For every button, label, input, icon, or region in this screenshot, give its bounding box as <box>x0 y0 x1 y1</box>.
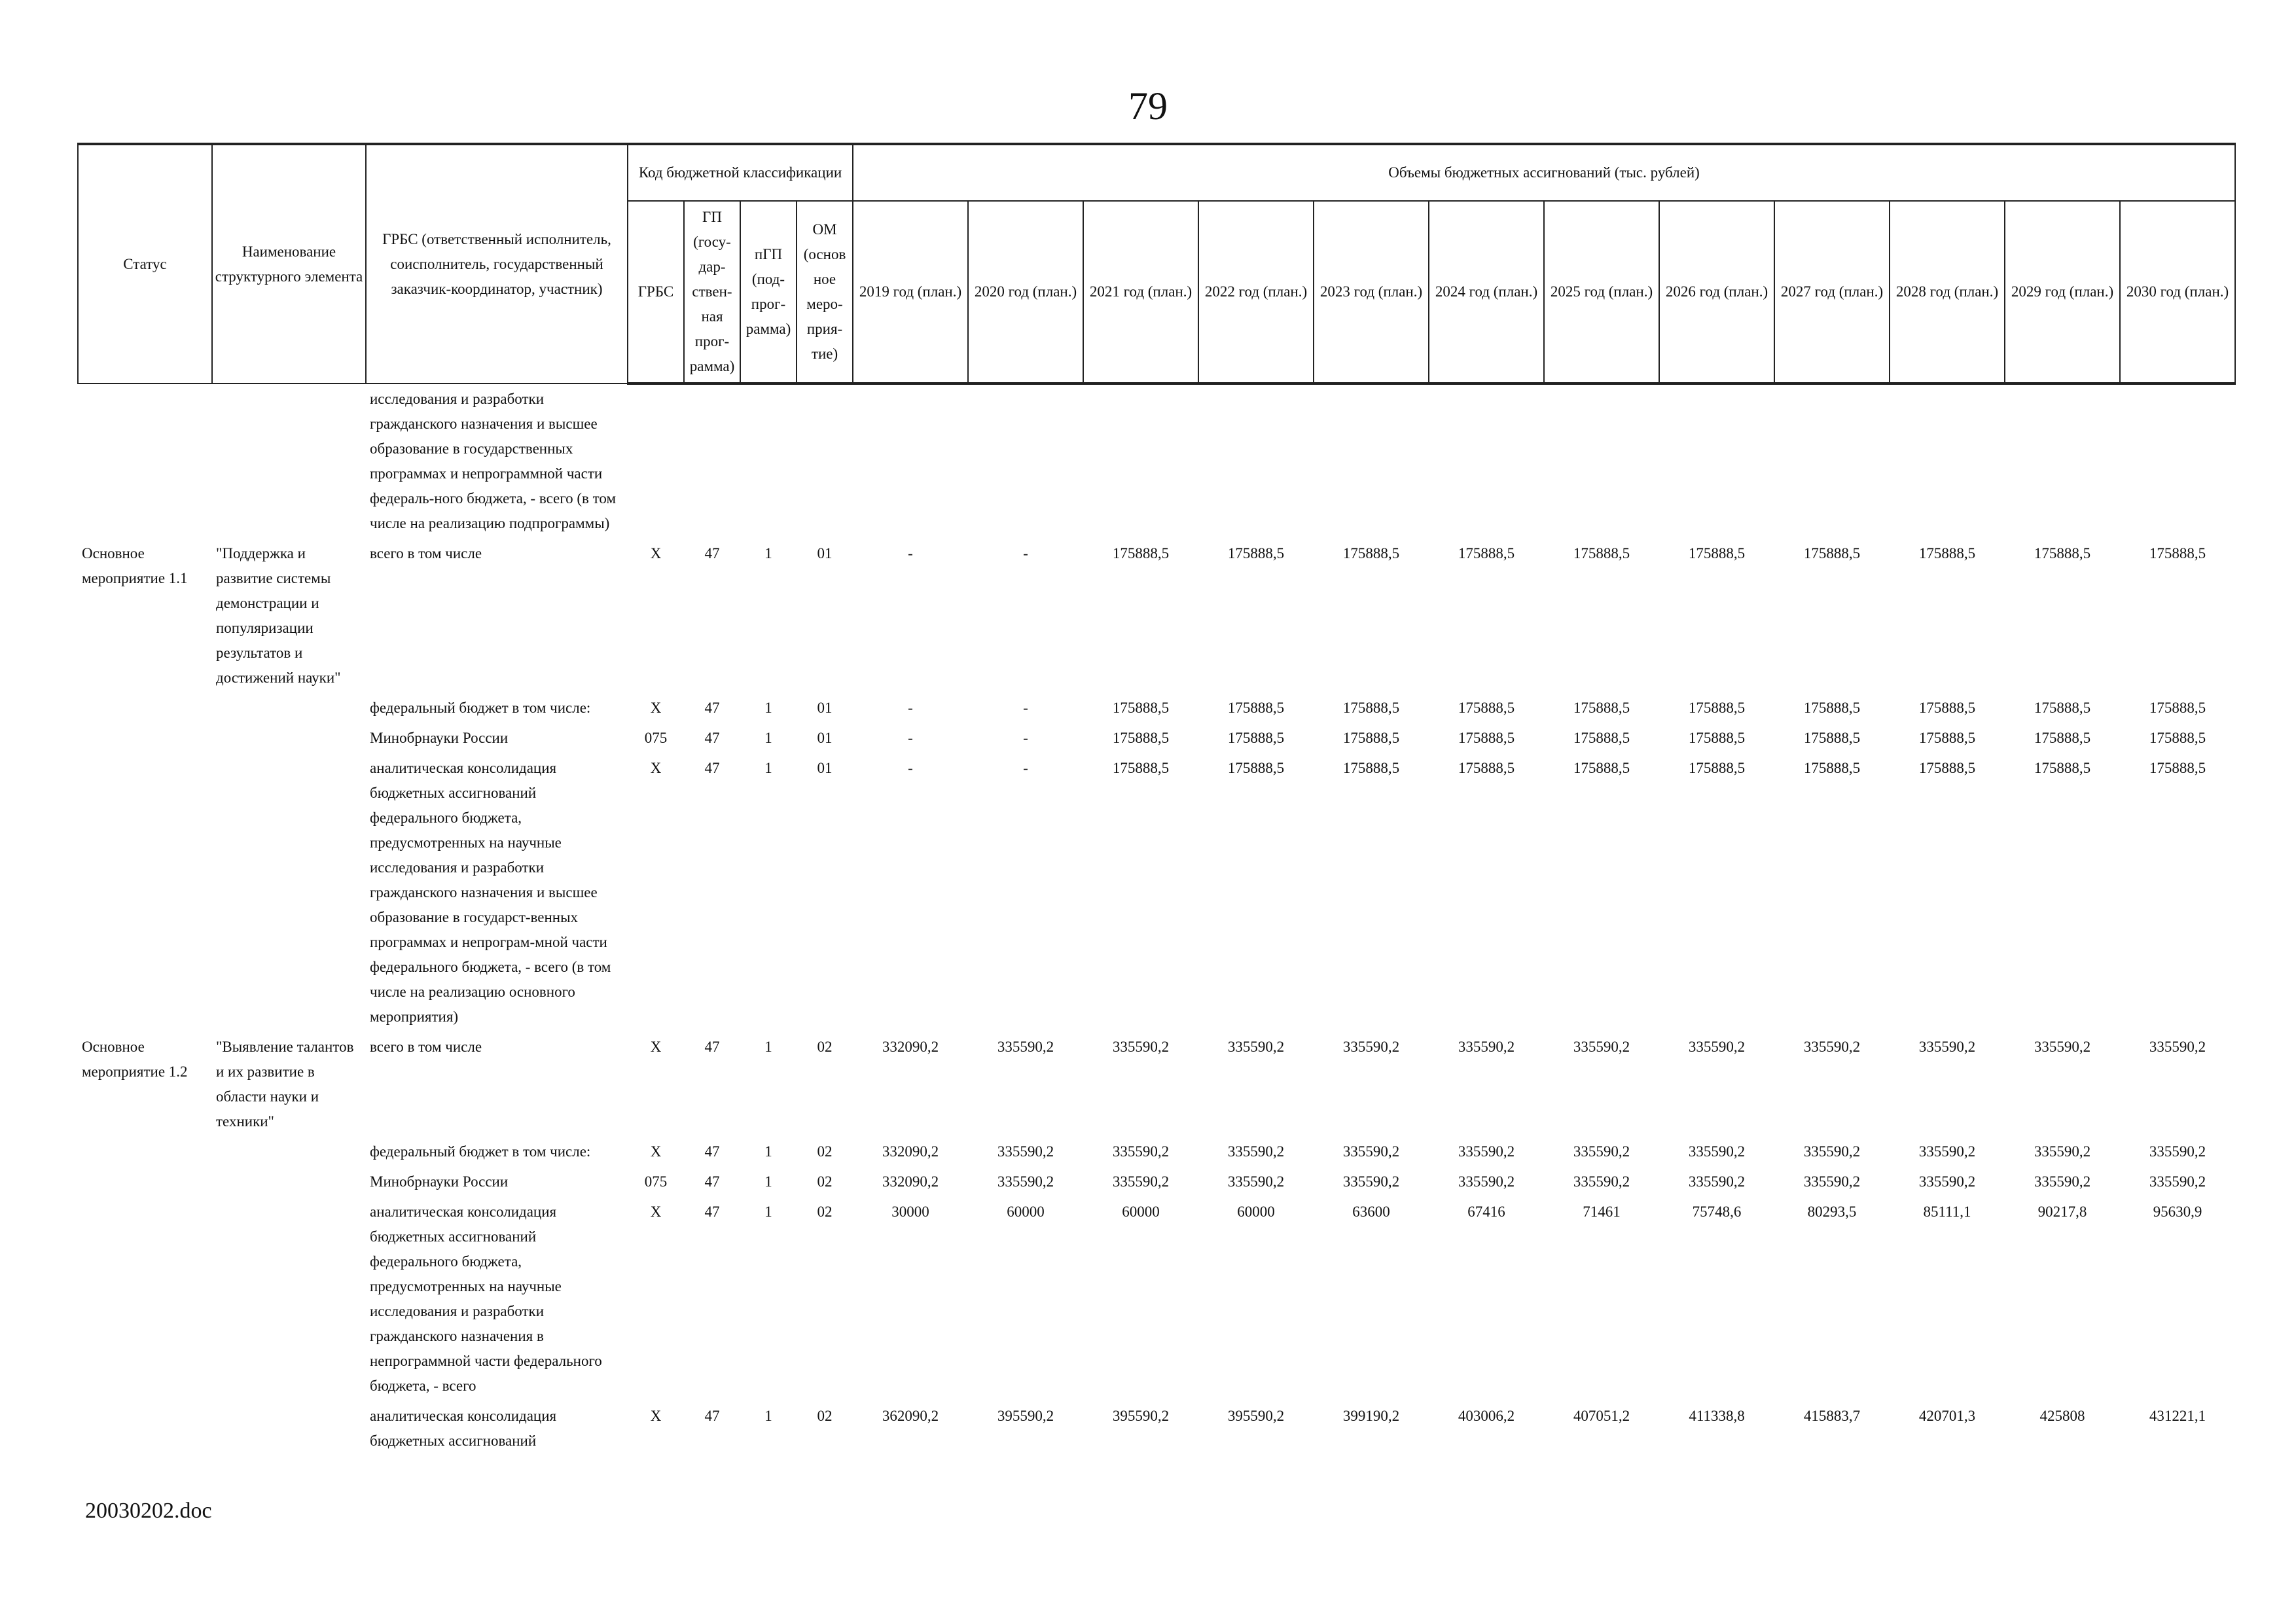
cell-om: 01 <box>817 730 833 746</box>
cell-value: 335590,2 <box>1458 1173 1515 1190</box>
cell-value: 175888,5 <box>1918 545 1976 562</box>
table-header <box>78 144 2235 383</box>
header-grbs-full: ГРБС (ответственный исполнитель, соисполнитель, государственный заказчик-координатор, участник) <box>366 144 628 383</box>
cell-value: 175888,5 <box>1573 545 1630 562</box>
table-row <box>78 1167 2235 1197</box>
cell-name <box>212 1167 366 1197</box>
cell-description: всего в том числе <box>370 1039 482 1055</box>
cell-value: 415883,7 <box>1803 1408 1861 1424</box>
cell-value: 335590,2 <box>1573 1039 1630 1055</box>
cell-value: 85111,1 <box>1923 1204 1971 1220</box>
header-year: 2027 год (план.) <box>1774 201 1890 383</box>
cell-grbs: 075 <box>644 730 668 746</box>
cell-value: 399190,2 <box>1342 1408 1400 1424</box>
table-row <box>78 1197 2235 1401</box>
cell-status <box>78 383 212 539</box>
cell-description: федеральный бюджет в том числе: <box>370 700 591 716</box>
cell-value: 175888,5 <box>1458 730 1515 746</box>
cell-name <box>212 1197 366 1401</box>
header-om: ОМ (основ ное меро-прия-тие) <box>797 201 853 383</box>
cell-grbs: X <box>650 760 662 776</box>
cell-value <box>1314 383 1429 539</box>
cell-description: всего в том числе <box>370 545 482 562</box>
cell-description: федеральный бюджет в том числе: <box>370 1143 591 1160</box>
cell-value: - <box>1023 730 1028 746</box>
cell-value: 175888,5 <box>1112 730 1170 746</box>
cell-value: 63600 <box>1352 1204 1390 1220</box>
cell-value <box>1544 383 1659 539</box>
cell-pgp: 1 <box>764 1039 772 1055</box>
cell-value: 175888,5 <box>1227 700 1285 716</box>
header-status: Статус <box>78 144 212 383</box>
cell-om: 02 <box>817 1204 833 1220</box>
cell-value: 335590,2 <box>2034 1143 2091 1160</box>
cell-gp: 47 <box>704 1204 720 1220</box>
cell-pgp: 1 <box>764 1143 772 1160</box>
cell-value: 80293,5 <box>1807 1204 1857 1220</box>
cell-value: 175888,5 <box>1227 730 1285 746</box>
cell-value: 335590,2 <box>2034 1039 2091 1055</box>
table-row <box>78 753 2235 1032</box>
cell-om: 02 <box>817 1173 833 1190</box>
cell-value: 403006,2 <box>1458 1408 1515 1424</box>
cell-value: 335590,2 <box>2034 1173 2091 1190</box>
cell-value: 335590,2 <box>2149 1173 2206 1190</box>
cell-grbs: X <box>650 700 662 716</box>
cell-value: 175888,5 <box>1342 545 1400 562</box>
cell-value: 175888,5 <box>1573 730 1630 746</box>
cell-value: 60000 <box>1237 1204 1275 1220</box>
cell-om: 01 <box>817 760 833 776</box>
cell-grbs: X <box>650 1408 662 1424</box>
cell-value: 332090,2 <box>882 1173 939 1190</box>
cell-pgp: 1 <box>764 1173 772 1190</box>
cell-gp: 47 <box>704 1408 720 1424</box>
header-year: 2028 год (план.) <box>1890 201 2005 383</box>
cell-value: 175888,5 <box>1227 760 1285 776</box>
cell-value: 431221,1 <box>2149 1408 2206 1424</box>
header-code-group: Код бюджетной классификации <box>628 144 853 201</box>
cell-pgp: 1 <box>764 545 772 562</box>
cell-value: 175888,5 <box>1918 760 1976 776</box>
table-row <box>78 693 2235 723</box>
table-row <box>78 1401 2235 1456</box>
cell-description: исследования и разработки гражданского назначения и высшее образование в государственных программах и непрограммной части федераль-ного бюджета, - всего (в том числе на реализацию подпрограммы) <box>370 391 617 531</box>
cell-grbs: X <box>650 1143 662 1160</box>
cell-value: 335590,2 <box>1918 1143 1976 1160</box>
cell-gp: 47 <box>704 1143 720 1160</box>
cell-om: 01 <box>817 700 833 716</box>
cell-value: 335590,2 <box>1112 1173 1170 1190</box>
cell-value: 175888,5 <box>1688 730 1746 746</box>
header-year: 2026 год (план.) <box>1659 201 1774 383</box>
cell-grbs: X <box>650 1204 662 1220</box>
cell-value: 335590,2 <box>997 1143 1054 1160</box>
table-row <box>78 1137 2235 1167</box>
cell-value: 175888,5 <box>1458 700 1515 716</box>
table-row <box>78 1032 2235 1137</box>
cell-value: 175888,5 <box>1573 700 1630 716</box>
cell-value: 335590,2 <box>2149 1143 2206 1160</box>
header-year: 2022 год (план.) <box>1198 201 1314 383</box>
cell-value: 425808 <box>2039 1408 2085 1424</box>
cell-status <box>78 1197 212 1401</box>
header-grbs: ГРБС <box>628 201 684 383</box>
cell-om: 02 <box>817 1408 833 1424</box>
cell-value: 67416 <box>1467 1204 1505 1220</box>
cell-value: - <box>1023 545 1028 562</box>
cell-value: 335590,2 <box>1688 1173 1746 1190</box>
cell-gp: 47 <box>704 1173 720 1190</box>
cell-value: 335590,2 <box>1918 1173 1976 1190</box>
page-number: 79 <box>1128 84 1168 128</box>
header-pgp: пГП (под-прог-рамма) <box>740 201 797 383</box>
cell-value: 335590,2 <box>1688 1039 1746 1055</box>
header-year: 2025 год (план.) <box>1544 201 1659 383</box>
cell-pgp <box>740 383 797 539</box>
header-volumes: Объемы бюджетных ассигнований (тыс. рублей) <box>853 144 2235 201</box>
table-body <box>78 383 2235 1456</box>
cell-om <box>797 383 853 539</box>
cell-value: 335590,2 <box>1227 1039 1285 1055</box>
cell-value: 335590,2 <box>997 1039 1054 1055</box>
cell-value: 335590,2 <box>1458 1143 1515 1160</box>
cell-value: 175888,5 <box>1112 545 1170 562</box>
cell-grbs: X <box>650 1039 662 1055</box>
cell-value: 335590,2 <box>1112 1143 1170 1160</box>
cell-gp: 47 <box>704 700 720 716</box>
cell-value: 175888,5 <box>1112 700 1170 716</box>
cell-value: 175888,5 <box>1342 700 1400 716</box>
cell-name: "Поддержка и развитие системы демонстрации и популяризации результатов и достижений науки" <box>216 545 341 686</box>
header-year: 2021 год (план.) <box>1083 201 1198 383</box>
cell-value: 335590,2 <box>1112 1039 1170 1055</box>
cell-name <box>212 1401 366 1456</box>
table-row <box>78 383 2235 539</box>
cell-value: 335590,2 <box>1688 1143 1746 1160</box>
cell-status: Основное мероприятие 1.2 <box>82 1039 188 1080</box>
cell-value: 60000 <box>1122 1204 1160 1220</box>
cell-value <box>968 383 1083 539</box>
cell-status <box>78 1401 212 1456</box>
cell-value: 175888,5 <box>1803 545 1861 562</box>
cell-value: 332090,2 <box>882 1039 939 1055</box>
cell-gp: 47 <box>704 760 720 776</box>
cell-value: - <box>1023 700 1028 716</box>
cell-value: 395590,2 <box>1112 1408 1170 1424</box>
header-year: 2019 год (план.) <box>853 201 968 383</box>
cell-value: 175888,5 <box>2149 545 2206 562</box>
cell-description: аналитическая консолидация бюджетных ассигнований федерального бюджета, предусмотренных на научные исследования и разработки гражданского назначения в непрограммной части федерального бюджета, - всего <box>370 1204 602 1394</box>
cell-pgp: 1 <box>764 760 772 776</box>
header-name: Наименование структурного элемента <box>212 144 366 383</box>
cell-name <box>212 753 366 1032</box>
cell-value: 335590,2 <box>1573 1173 1630 1190</box>
cell-status: Основное мероприятие 1.1 <box>82 545 188 586</box>
cell-value: 175888,5 <box>2034 700 2091 716</box>
cell-value: 395590,2 <box>1227 1408 1285 1424</box>
cell-value: 30000 <box>891 1204 929 1220</box>
cell-value: 175888,5 <box>2034 545 2091 562</box>
cell-value <box>1198 383 1314 539</box>
cell-value: 407051,2 <box>1573 1408 1630 1424</box>
table-row <box>78 723 2235 753</box>
cell-name <box>212 693 366 723</box>
cell-gp: 47 <box>704 730 720 746</box>
cell-value: 175888,5 <box>2149 730 2206 746</box>
cell-value: 175888,5 <box>1227 545 1285 562</box>
cell-description: Минобрнауки России <box>370 730 509 746</box>
footer-filename: 20030202.doc <box>85 1499 212 1523</box>
cell-value: 395590,2 <box>997 1408 1054 1424</box>
cell-description: аналитическая консолидация бюджетных ассигнований <box>370 1408 557 1449</box>
cell-value: 175888,5 <box>1918 730 1976 746</box>
cell-value: 175888,5 <box>1918 700 1976 716</box>
cell-value: - <box>908 700 913 716</box>
cell-status <box>78 693 212 723</box>
header-gp: ГП (госу-дар-ствен-ная прог-рамма) <box>684 201 740 383</box>
header-year: 2029 год (план.) <box>2005 201 2120 383</box>
cell-status <box>78 1137 212 1167</box>
cell-value <box>2005 383 2120 539</box>
cell-value: 420701,3 <box>1918 1408 1976 1424</box>
cell-value: - <box>908 545 913 562</box>
cell-om: 02 <box>817 1143 833 1160</box>
cell-gp: 47 <box>704 1039 720 1055</box>
cell-name <box>212 383 366 539</box>
cell-value <box>1659 383 1774 539</box>
cell-value: 90217,8 <box>2037 1204 2087 1220</box>
cell-grbs: 075 <box>644 1173 668 1190</box>
cell-value: 175888,5 <box>2149 760 2206 776</box>
cell-value: 175888,5 <box>1803 700 1861 716</box>
cell-grbs: X <box>650 545 662 562</box>
cell-description: Минобрнауки России <box>370 1173 509 1190</box>
cell-name <box>212 1137 366 1167</box>
cell-grbs <box>628 383 684 539</box>
cell-value: 335590,2 <box>2149 1039 2206 1055</box>
cell-value: 411338,8 <box>1689 1408 1745 1424</box>
header-year: 2030 год (план.) <box>2120 201 2235 383</box>
cell-value: 335590,2 <box>1342 1039 1400 1055</box>
cell-value: 335590,2 <box>997 1173 1054 1190</box>
cell-value: 335590,2 <box>1573 1143 1630 1160</box>
header-year: 2024 год (план.) <box>1429 201 1544 383</box>
cell-value: 362090,2 <box>882 1408 939 1424</box>
cell-value: 75748,6 <box>1692 1204 1742 1220</box>
cell-pgp: 1 <box>764 1204 772 1220</box>
cell-value: 175888,5 <box>1342 730 1400 746</box>
cell-value: 175888,5 <box>1803 760 1861 776</box>
cell-value: 175888,5 <box>2149 700 2206 716</box>
cell-value: 175888,5 <box>1688 700 1746 716</box>
cell-value <box>1890 383 2005 539</box>
cell-status <box>78 1167 212 1197</box>
cell-name: "Выявление талантов и их развитие в области науки и техники" <box>216 1039 354 1130</box>
cell-value: 175888,5 <box>2034 760 2091 776</box>
cell-value <box>2120 383 2235 539</box>
cell-value <box>1429 383 1544 539</box>
cell-value: 335590,2 <box>1227 1143 1285 1160</box>
cell-value <box>1774 383 1890 539</box>
cell-value: 335590,2 <box>1803 1173 1861 1190</box>
cell-value: 175888,5 <box>1573 760 1630 776</box>
cell-description: аналитическая консолидация бюджетных ассигнований федерального бюджета, предусмотренных на научные исследования и разработки гражданского назначения и высшее образование в государст-венных программах и непрограм-мной части федерального бюджета, - всего (в том числе на реализацию основного мероприятия) <box>370 760 611 1025</box>
cell-status <box>78 753 212 1032</box>
cell-value: 175888,5 <box>1688 545 1746 562</box>
cell-value: 335590,2 <box>1342 1173 1400 1190</box>
header-year: 2020 год (план.) <box>968 201 1083 383</box>
cell-gp <box>684 383 740 539</box>
cell-value: 60000 <box>1007 1204 1045 1220</box>
cell-value: 175888,5 <box>1342 760 1400 776</box>
cell-om: 02 <box>817 1039 833 1055</box>
cell-om: 01 <box>817 545 833 562</box>
cell-value: 175888,5 <box>1458 760 1515 776</box>
cell-value: 95630,9 <box>2153 1204 2202 1220</box>
cell-value: 175888,5 <box>1803 730 1861 746</box>
cell-value: 335590,2 <box>1918 1039 1976 1055</box>
cell-value <box>1083 383 1198 539</box>
cell-value: 175888,5 <box>1688 760 1746 776</box>
cell-value: 175888,5 <box>2034 730 2091 746</box>
cell-value: 335590,2 <box>1803 1143 1861 1160</box>
table-row <box>78 539 2235 693</box>
cell-value <box>853 383 968 539</box>
cell-value: 335590,2 <box>1227 1173 1285 1190</box>
cell-value: 335590,2 <box>1458 1039 1515 1055</box>
cell-pgp: 1 <box>764 700 772 716</box>
cell-pgp: 1 <box>764 1408 772 1424</box>
cell-status <box>78 723 212 753</box>
cell-value: - <box>908 760 913 776</box>
cell-pgp: 1 <box>764 730 772 746</box>
cell-value: - <box>1023 760 1028 776</box>
cell-name <box>212 723 366 753</box>
cell-value: 335590,2 <box>1803 1039 1861 1055</box>
cell-value: 332090,2 <box>882 1143 939 1160</box>
cell-value: 335590,2 <box>1342 1143 1400 1160</box>
cell-gp: 47 <box>704 545 720 562</box>
cell-value: 71461 <box>1583 1204 1621 1220</box>
budget-table <box>77 143 2236 1456</box>
cell-value: 175888,5 <box>1112 760 1170 776</box>
cell-value: - <box>908 730 913 746</box>
cell-value: 175888,5 <box>1458 545 1515 562</box>
header-year: 2023 год (план.) <box>1314 201 1429 383</box>
